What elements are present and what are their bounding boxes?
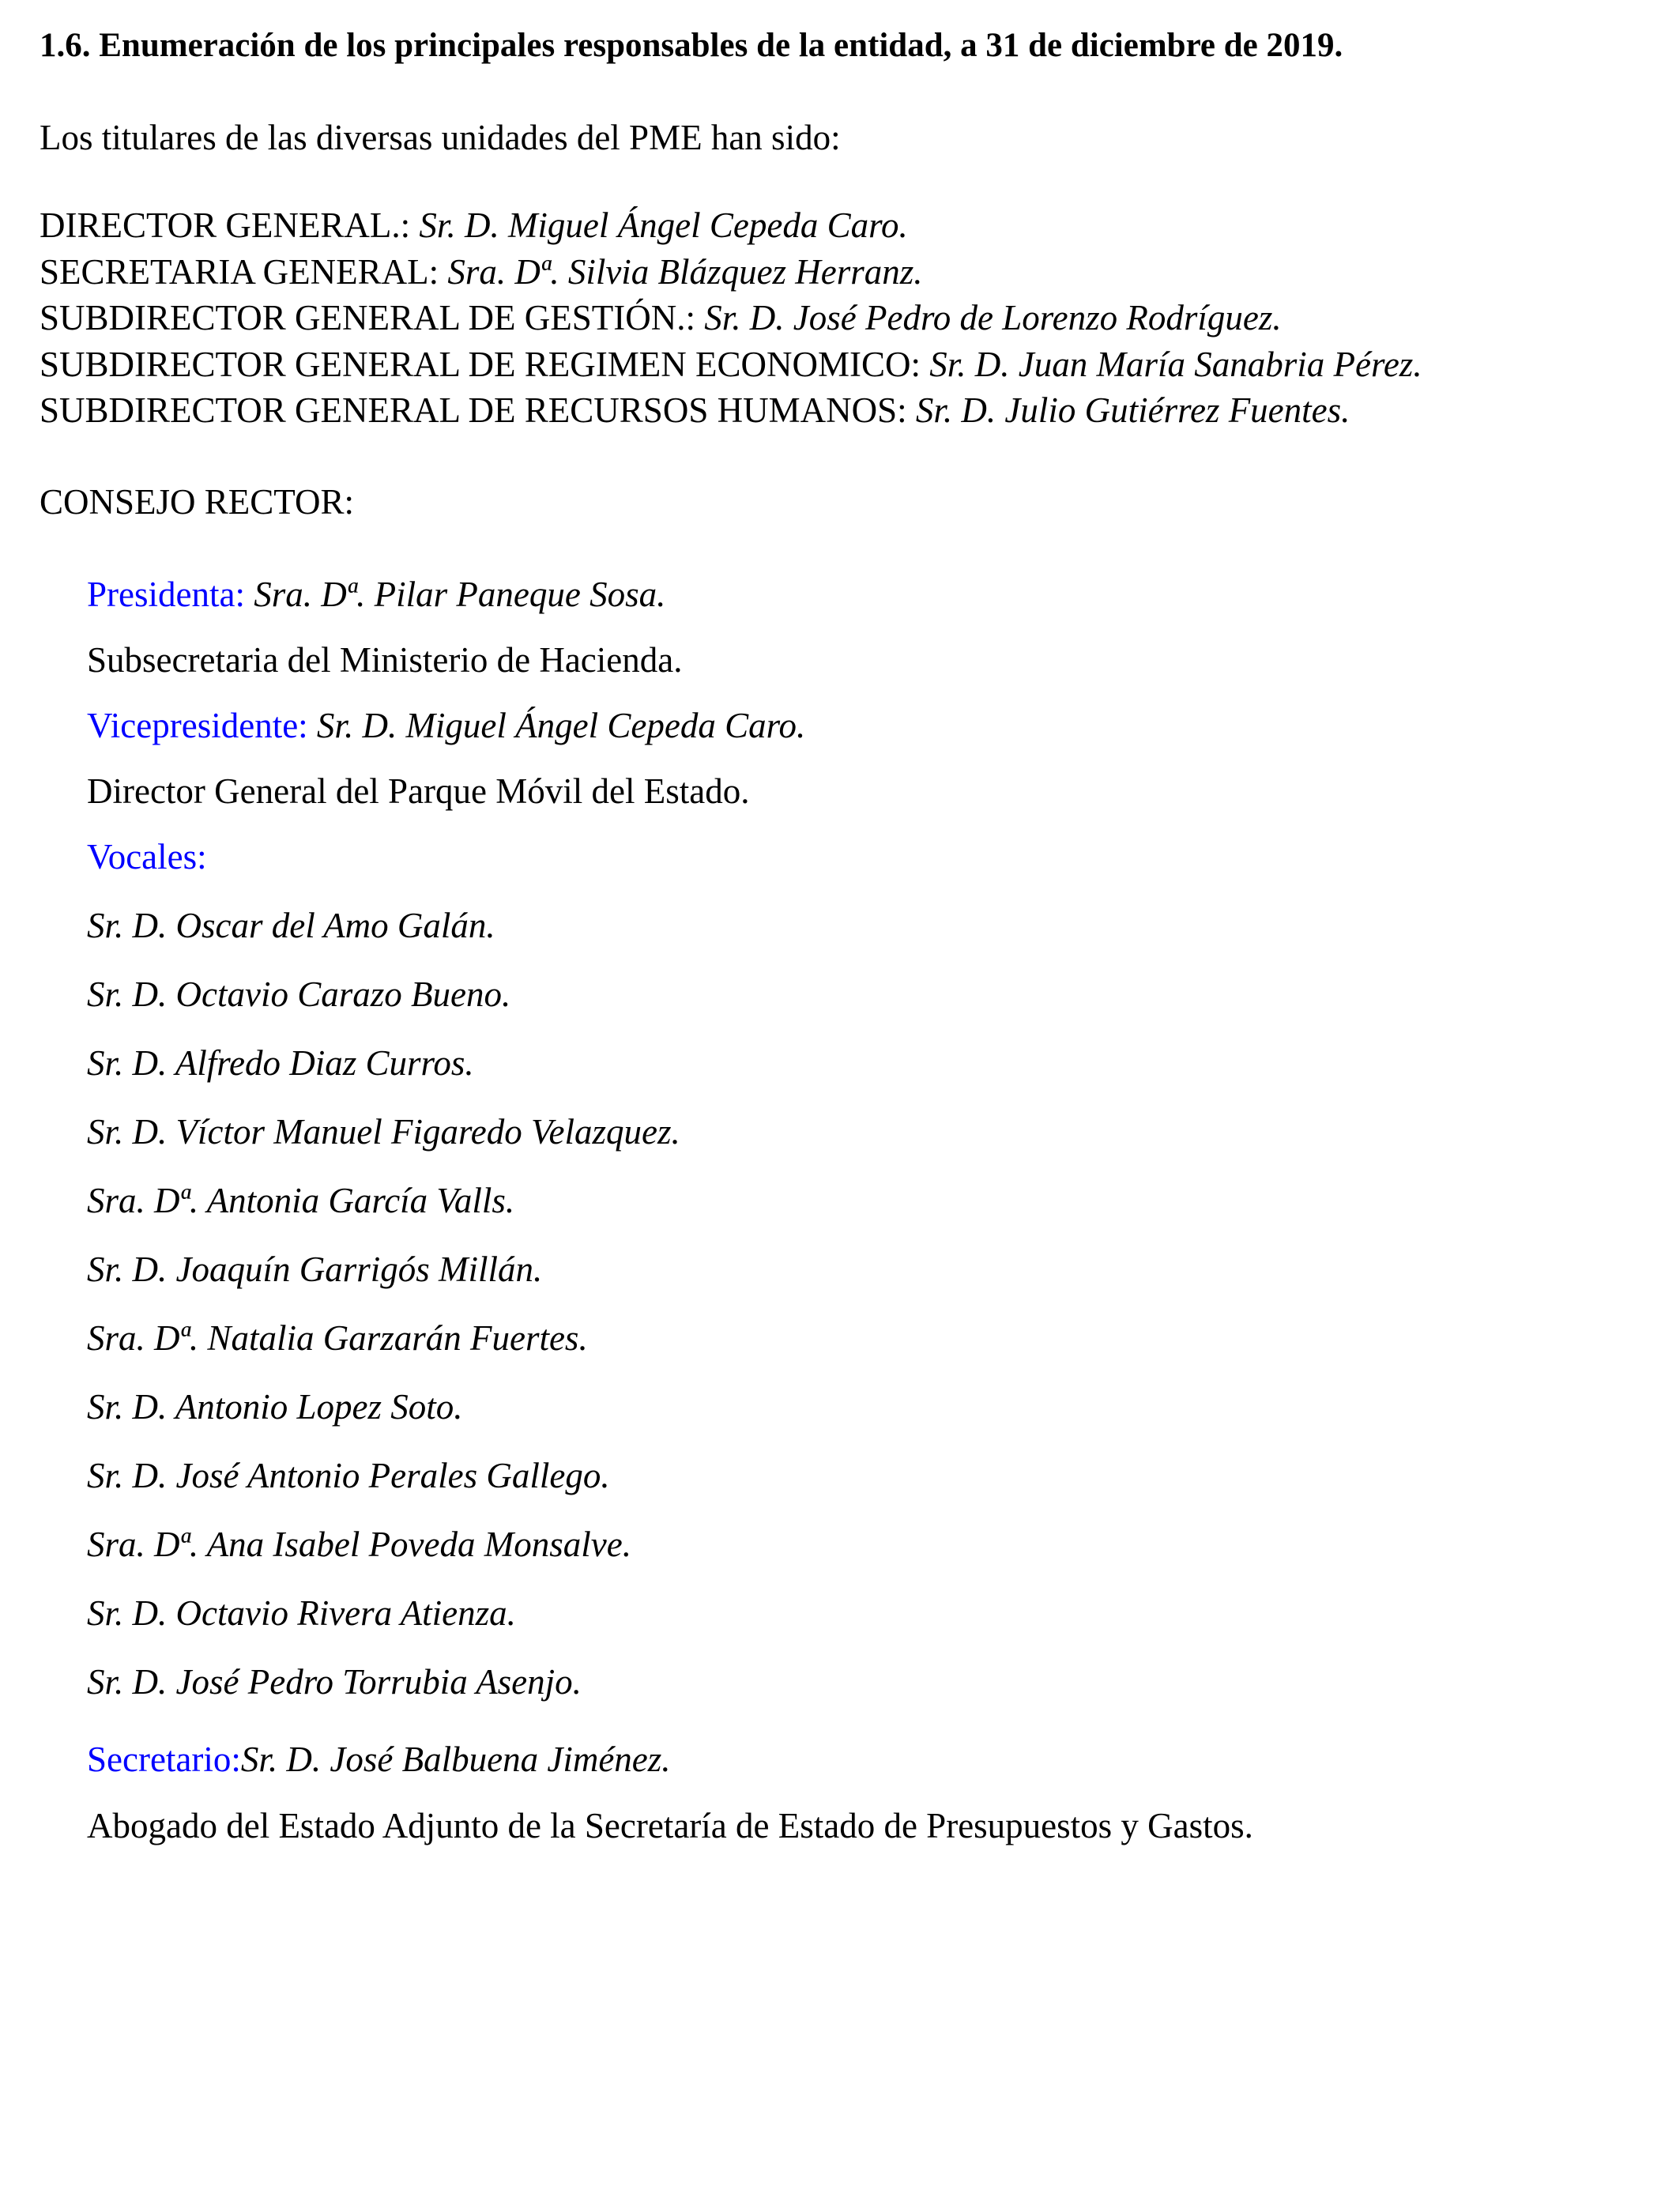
vocal-item: Sr. D. José Pedro Torrubia Asenjo. bbox=[87, 1662, 582, 1702]
officer-subdirector-gestion bbox=[40, 295, 1422, 341]
vocal-item: Sr. D. Octavio Rivera Atienza. bbox=[87, 1593, 516, 1633]
officer-secretaria-general bbox=[40, 249, 1422, 296]
officer-name: Sr. D. José Pedro de Lorenzo Rodríguez. bbox=[704, 298, 1282, 337]
secretario-role: Secretario: bbox=[87, 1740, 241, 1779]
vocal-item: Sr. D. Antonio Lopez Soto. bbox=[87, 1387, 463, 1427]
vocal-item: Sra. Dª. Natalia Garzarán Fuertes. bbox=[87, 1318, 588, 1358]
vocal-item: Sra. Dª. Ana Isabel Poveda Monsalve. bbox=[87, 1525, 631, 1564]
officer-role: DIRECTOR GENERAL.: bbox=[40, 205, 420, 245]
vocal-item: Sr. D. Alfredo Diaz Curros. bbox=[87, 1043, 474, 1083]
vocal-item: Sr. D. Víctor Manuel Figaredo Velazquez. bbox=[87, 1112, 680, 1152]
vocales-label: Vocales: bbox=[87, 837, 207, 876]
officer-role: SECRETARIA GENERAL: bbox=[40, 251, 448, 292]
vicepresidente-position: Director General del Parque Móvil del Estado. bbox=[87, 771, 750, 811]
officer-role: SUBDIRECTOR GENERAL DE REGIMEN ECONOMICO: bbox=[40, 344, 930, 384]
vocal-item: Sr. D. Joaquín Garrigós Millán. bbox=[87, 1250, 543, 1289]
officer-name: Sra. Dª. Silvia Blázquez Herranz. bbox=[447, 251, 923, 292]
vocal-item: Sr. D. José Antonio Perales Gallego. bbox=[87, 1456, 610, 1495]
section-heading: 1.6. Enumeración de los principales responsables de la entidad, a 31 de diciembre de 2019. bbox=[40, 27, 1343, 64]
presidenta-name: Sra. Dª. Pilar Paneque Sosa. bbox=[254, 575, 666, 614]
presidenta-role: Presidenta: bbox=[87, 575, 254, 614]
presidenta-position: Subsecretaria del Ministerio de Hacienda. bbox=[87, 640, 683, 680]
officer-name: Sr. D. Miguel Ángel Cepeda Caro. bbox=[419, 205, 908, 245]
officers-list bbox=[40, 202, 1422, 434]
secretario-name: Sr. D. José Balbuena Jiménez. bbox=[240, 1740, 671, 1779]
officer-name: Sr. D. Juan María Sanabria Pérez. bbox=[929, 344, 1422, 384]
officer-director-general bbox=[40, 202, 1422, 249]
officer-role: SUBDIRECTOR GENERAL DE GESTIÓN.: bbox=[40, 298, 705, 337]
secretario-position: Abogado del Estado Adjunto de la Secretaría de Estado de Presupuestos y Gastos. bbox=[87, 1806, 1253, 1845]
consejo-rector-heading: CONSEJO RECTOR: bbox=[40, 482, 354, 522]
vocal-item: Sra. Dª. Antonia García Valls. bbox=[87, 1181, 515, 1220]
intro-paragraph: Los titulares de las diversas unidades del PME han sido: bbox=[40, 118, 841, 157]
vocal-item: Sr. D. Oscar del Amo Galán. bbox=[87, 906, 495, 945]
vicepresidente-role: Vicepresidente: bbox=[87, 706, 317, 745]
presidenta-line bbox=[87, 571, 665, 618]
vocal-item: Sr. D. Octavio Carazo Bueno. bbox=[87, 974, 511, 1014]
vicepresidente-name: Sr. D. Miguel Ángel Cepeda Caro. bbox=[316, 706, 806, 745]
officer-subdirector-regimen-economico bbox=[40, 341, 1422, 388]
officer-name: Sr. D. Julio Gutiérrez Fuentes. bbox=[915, 390, 1350, 430]
officer-subdirector-recursos-humanos bbox=[40, 387, 1422, 434]
secretario-line bbox=[87, 1736, 671, 1783]
vicepresidente-line bbox=[87, 702, 805, 749]
officer-role: SUBDIRECTOR GENERAL DE RECURSOS HUMANOS: bbox=[40, 390, 916, 430]
